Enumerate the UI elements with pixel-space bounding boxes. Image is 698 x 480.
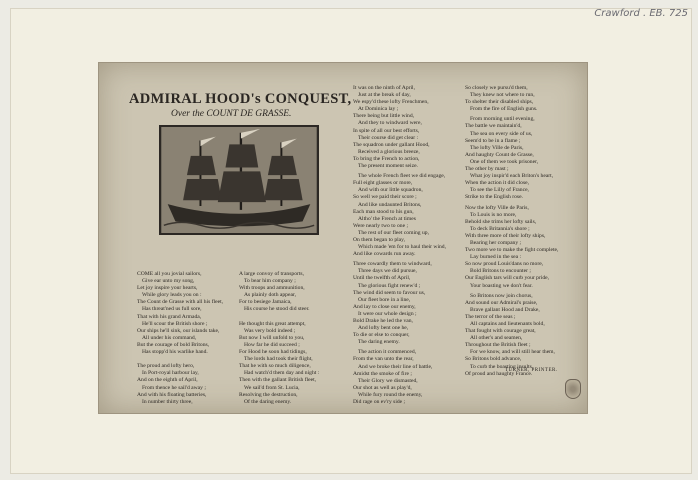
verse-line: He thought this great attempt, (239, 320, 306, 327)
verse-line: The sea on every side of us, (470, 130, 533, 137)
verse-line: To Louis is no more, (470, 211, 517, 218)
verse-line: To shelter their disabled ships, (465, 99, 534, 106)
verse-line: Until the twelfth of April, (353, 275, 411, 282)
verse-line: To curb the boasting insults, (470, 363, 534, 370)
verse-line: That fought with courage great, (465, 328, 536, 335)
verse-line: And they to windward were, (358, 120, 422, 127)
verse-line: Were nearly two to one ; (353, 222, 409, 229)
verse-line: It were our whole design ; (358, 310, 417, 317)
verse-line: Their Glory we dismasted, (358, 377, 418, 384)
verse-line: And like undaunted Britons, (358, 201, 422, 208)
verse-line: Now the lofty Ville de Paris, (465, 204, 529, 211)
verse-line: To deck Britannia's shore ; (470, 225, 530, 232)
verse-line: Give ear unto my song, (142, 278, 195, 285)
verse-line: Our fleet bore in a line, (358, 296, 411, 303)
verse-line: To die or else to conquer, (353, 332, 410, 339)
verse-line: Of proud and haughty France. (465, 370, 533, 377)
verse-line: So well we paid their score ; (353, 194, 417, 201)
verse-line: Brave gallant Hood and Drake, (470, 306, 540, 313)
verse-line: The lofty Ville de Paris, (470, 144, 524, 151)
verse-line: Each man stood to his gun, (353, 208, 414, 215)
verse-line: Seem'd to be in a flame ; (465, 137, 521, 144)
verse-line: Did rage on ev'ry side ; (353, 399, 406, 406)
verse-line: Then with the gallant British fleet, (239, 377, 317, 384)
ballad-subtitle: Over the COUNT DE GRASSE. (171, 109, 292, 119)
verse-line: Just at the break of day, (358, 92, 411, 99)
verse-line: Which made 'em for to haul their wind, (358, 244, 446, 251)
verse-block (353, 85, 463, 406)
verse-line: And like cowards run away. (353, 251, 416, 258)
verse-line: Let joy inspire your hearts, (137, 285, 198, 292)
verse-line: To bring the French to action, (353, 155, 420, 162)
verse-line: But the courage of bold Britons, (137, 341, 210, 348)
verse-column-1b (239, 271, 319, 406)
library-stamp (565, 379, 581, 399)
verse-line (239, 314, 319, 321)
ship-woodcut-illustration (159, 125, 319, 235)
verse-line: Three days we did pursue, (358, 268, 417, 275)
broadside-sheet (98, 62, 588, 414)
verse-line: From the fire of English guns. (470, 106, 538, 113)
verse-line: As plainly doth appear, (244, 292, 296, 299)
verse-line: In spite of all our best efforts, (353, 127, 420, 134)
verse-line: Of the daring enemy. (244, 398, 292, 405)
verse-line: The glorious fight renew'd ; (358, 282, 421, 289)
verse-line: From morning until evening, (470, 116, 535, 123)
verse-block (465, 85, 583, 378)
verse-line: The present moment seize. (358, 163, 418, 170)
verse-line: From the van unto the rear, (353, 356, 414, 363)
verse-line: How far he did succeed ; (244, 341, 300, 348)
verse-line: What joy inspir'd each Briton's heart, (470, 173, 554, 180)
verse-line: Strike to the English rose. (465, 194, 523, 201)
verse-line: Bearing her company ; (470, 239, 522, 246)
verse-line: It was on the ninth of April, (353, 85, 415, 91)
verse-line: The Count de Grasse with all his fleet, (137, 299, 224, 306)
verse-line: At Dominica lay ; (358, 106, 399, 113)
verse-line: The lords had took their flight, (244, 356, 313, 363)
verse-line: The other by mast ; (465, 166, 509, 173)
verse-line: All other's and seamen, (470, 335, 523, 342)
verse-line: And with his floating batteries, (137, 391, 207, 398)
verse-line: To bear him company ; (244, 278, 296, 285)
verse-line: The proud and lofty hero, (137, 363, 195, 370)
ballad-title: ADMIRAL HOOD's CONQUEST, (129, 91, 352, 107)
verse-line: In Port-royal harbour lay, (142, 370, 199, 377)
verse-column-1a (137, 271, 223, 406)
verse-line: And sound our Admiral's praise, (465, 299, 538, 306)
verse-line: And we broke their line of battle, (358, 363, 433, 370)
verse-line: Your boasting we don't fear. (470, 282, 533, 289)
verse-line: Behold she trims her lofty sails, (465, 218, 537, 225)
verse-line: There being but little wind, (353, 113, 415, 120)
verse-line: A large convoy of transports, (239, 271, 304, 277)
verse-line: For to besiege Jamaica, (239, 299, 292, 306)
verse-line: They knew not where to run, (470, 92, 535, 99)
verse-line: The terror of the seas ; (465, 313, 516, 320)
verse-line: Resolving the destruction, (239, 391, 298, 398)
verse-line: Their course did get clear : (358, 134, 419, 141)
verse-line: For we know, and will still hear them, (470, 349, 555, 356)
verse-line: One of them we took prisoner, (470, 158, 539, 165)
verse-line: Altho' the French at times (358, 215, 416, 222)
verse-line: And on the eighth of April, (137, 377, 198, 384)
verse-line: When the action it did close, (465, 180, 529, 187)
verse-line: While fury round the enemy, (358, 391, 423, 398)
verse-line: The daring enemy. (358, 339, 400, 346)
verse-column-2 (353, 85, 463, 406)
verse-line: Was very bold indeed ; (244, 327, 296, 334)
verse-line: Has stopp'd his warlike hand. (142, 349, 208, 356)
verse-line: The whole French fleet we did engage, (358, 173, 446, 180)
verse-line: The squadron under gallant Hood, (353, 141, 430, 148)
verse-line: And with our little squadron, (358, 187, 423, 194)
verse-line: Has threat'ned us full sore, (142, 306, 202, 313)
verse-line: The wind did seem to favour us, (353, 289, 426, 296)
shelfmark-annotation: Crawford . EB. 725 (594, 8, 688, 19)
verse-line: For Hood he soon had tidings, (239, 349, 307, 356)
verse-line: From thence he sail'd away ; (142, 384, 206, 391)
verse-line: Throughout the British fleet ; (465, 342, 531, 349)
verse-line: And lofty bent one he, (358, 325, 409, 332)
verse-line: While glory leads you on : (142, 292, 202, 299)
verse-line: The action it commenced, (358, 349, 417, 356)
verse-line: That he with so much diligence, (239, 363, 311, 370)
verse-line: Two more we to make the fight complete, (465, 247, 559, 254)
verse-line: Our shot as well as play'd, (353, 384, 412, 391)
verse-line: He'll scour the British shore ; (142, 320, 208, 327)
verse-line: And haughty Count de Grasse, (465, 151, 534, 158)
verse-line: All captains and lieutenants bold, (470, 321, 545, 327)
verse-line: Our ships he'll sink, our islands take, (137, 327, 220, 334)
verse-line: COME all you jovial sailors, (137, 271, 202, 277)
verse-column-3 (465, 85, 583, 378)
verse-line: On them began to play, (353, 236, 405, 243)
verse-line: Had watch'd them day and night : (244, 370, 320, 377)
verse-line: But now I will unfold to you, (239, 334, 305, 341)
verse-line: Received a glorious breeze, (358, 148, 420, 155)
verse-line: And lay to close our enemy, (353, 303, 416, 310)
verse-line: We sail'd from St. Lucia, (244, 384, 300, 391)
verse-line: Full eight glasses or more, (353, 180, 413, 187)
verse-line: To see the Lilly of France, (470, 187, 529, 194)
printer-imprint: TURNER, PRINTER. (505, 368, 558, 373)
verse-line: Three cowardly them to windward, (353, 261, 432, 268)
verse-line: Our English tars will curb your pride, (465, 275, 550, 282)
verse-line: Lay burned in the sea : (470, 254, 522, 261)
verse-line: So Britons now join chorus, (470, 292, 533, 299)
ship-woodcut-image (161, 127, 317, 233)
verse-line: So closely we pursu'd them, (465, 85, 528, 91)
verse-line: With troops and ammunition, (239, 285, 305, 292)
verse-line: With three more of their lofty ships, (465, 232, 546, 239)
verse-line: Bold Drake he led the van, (353, 318, 413, 324)
verse-line: So Britons bold advance, (465, 356, 522, 363)
verse-line: Amidst the smoke of fire ; (353, 370, 412, 377)
verse-line: The rest of our fleet coming up, (358, 229, 429, 236)
verse-line: Bold Britons to encounter ; (470, 268, 531, 275)
verse-line: So now proud Louis'dans no more, (465, 261, 544, 268)
verse-line: That with his grand Armada, (137, 313, 202, 320)
verse-line: All under his command, (142, 334, 197, 341)
verse-line: In number thirty three, (142, 398, 193, 405)
verse-line: His course he stood did steer. (244, 306, 310, 313)
verse-line: The battle we maintain'd, (465, 123, 522, 130)
verse-line: We espy'd these lofty Frenchmen, (353, 99, 429, 106)
